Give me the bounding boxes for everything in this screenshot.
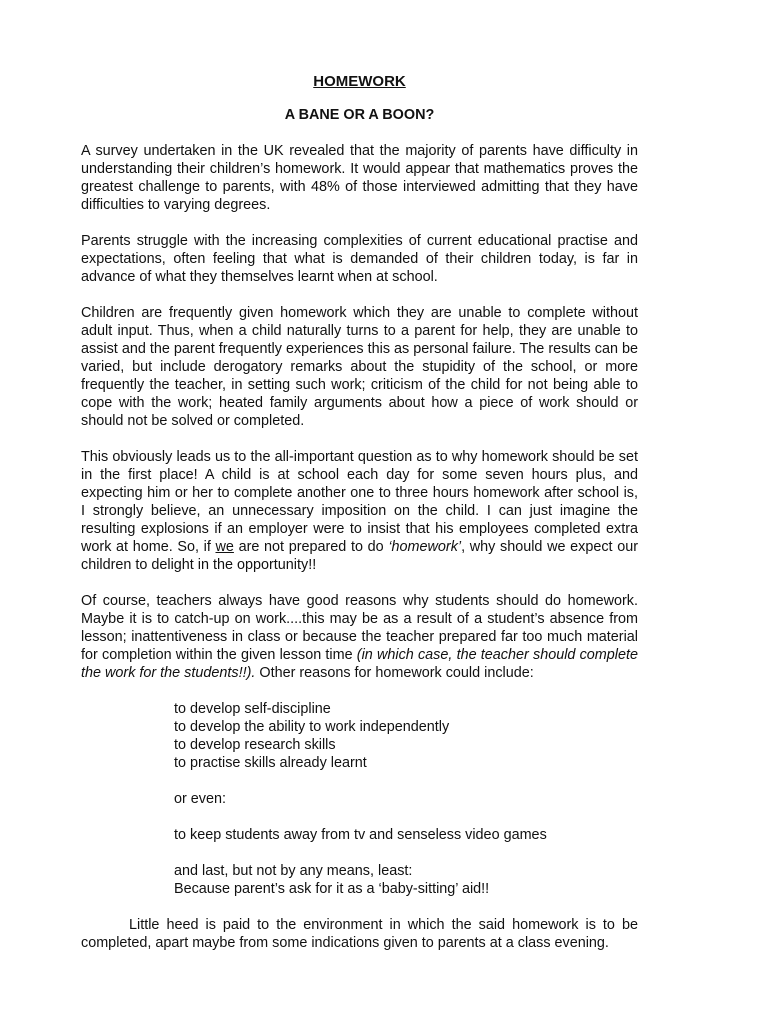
list-item: to develop research skills	[174, 737, 336, 753]
paragraph-adult-input: Children are frequently given homework which they are unable to complete without adult input. Thus, when a child naturally turns to a parent for help, they are unable to assist and the parent frequently experiences this as personal failure. The results can be varied, but include derogatory remarks about the stupidity of the school, or more frequently the teacher, in setting such work; criticism of the child for not being able to cope with the work; heated family arguments about how a piece of work should or should not be solved or completed.	[81, 305, 638, 429]
underlined-we: we	[215, 539, 234, 555]
italic-aside: (in which case, the teacher should complete the work for the students!!).	[81, 647, 638, 681]
paragraph-environment: Little heed is paid to the environment in which the said homework is to be completed, apart maybe from some indications given to parents at a class evening.	[81, 917, 638, 951]
paragraph-question-text-3: , why should we expect our children to delight in the opportunity!!	[81, 539, 638, 573]
or-even-label: or even:	[174, 791, 226, 807]
paragraph-teacher-reasons	[81, 592, 638, 682]
document-title: HOMEWORK	[313, 73, 406, 90]
list-item: to practise skills already learnt	[174, 755, 367, 771]
document-page	[81, 73, 638, 970]
list-item: to develop the ability to work independently	[174, 719, 450, 735]
last-intro: and last, but not by any means, least:	[174, 863, 413, 879]
paragraph-survey: A survey undertaken in the UK revealed that the majority of parents have difficulty in understanding their children’s homework. It would appear that mathematics proves the greatest challenge to parents, with 48% of those interviewed admitting that they have difficulties to varying degrees.	[81, 143, 638, 213]
reasons-list	[174, 700, 638, 916]
paragraph-question-text-1: This obviously leads us to the all-important question as to why homework should be set in the first place! A child is at school each day for some seven hours plus, and expecting him or her to complete another one to three hours homework after school is, I strongly believe, an unnecessary imposition on the child. I can just imagine the resulting explosions if an employer were to insist that his employees completed extra work at home. So, if	[81, 449, 638, 555]
italic-homework: ‘homework’	[388, 539, 462, 555]
paragraph-question	[81, 448, 638, 574]
paragraph-question-text-2: are not prepared to do	[233, 539, 389, 555]
last-reason: Because parent’s ask for it as a ‘baby-sitting’ aid!!	[174, 881, 490, 897]
document-subtitle: A BANE OR A BOON?	[284, 107, 435, 123]
paragraph-teacher-text-2: Other reasons for homework could include:	[255, 665, 534, 681]
tv-reason: to keep students away from tv and senseless video games	[174, 827, 547, 843]
paragraph-teacher-text-1: Of course, teachers always have good reasons why students should do homework. Maybe it is to catch-up on work....this may be as a result of a student’s absence from lesson; inattentiveness in class or because the teacher prepared far too much material for completion within the given lesson time	[81, 593, 638, 663]
paragraph-parents-struggle: Parents struggle with the increasing complexities of current educational practise and expectations, often feeling that what is demanded of their children today, is far in advance of what they themselves learnt when at school.	[81, 233, 638, 285]
list-item: to develop self-discipline	[174, 701, 331, 717]
